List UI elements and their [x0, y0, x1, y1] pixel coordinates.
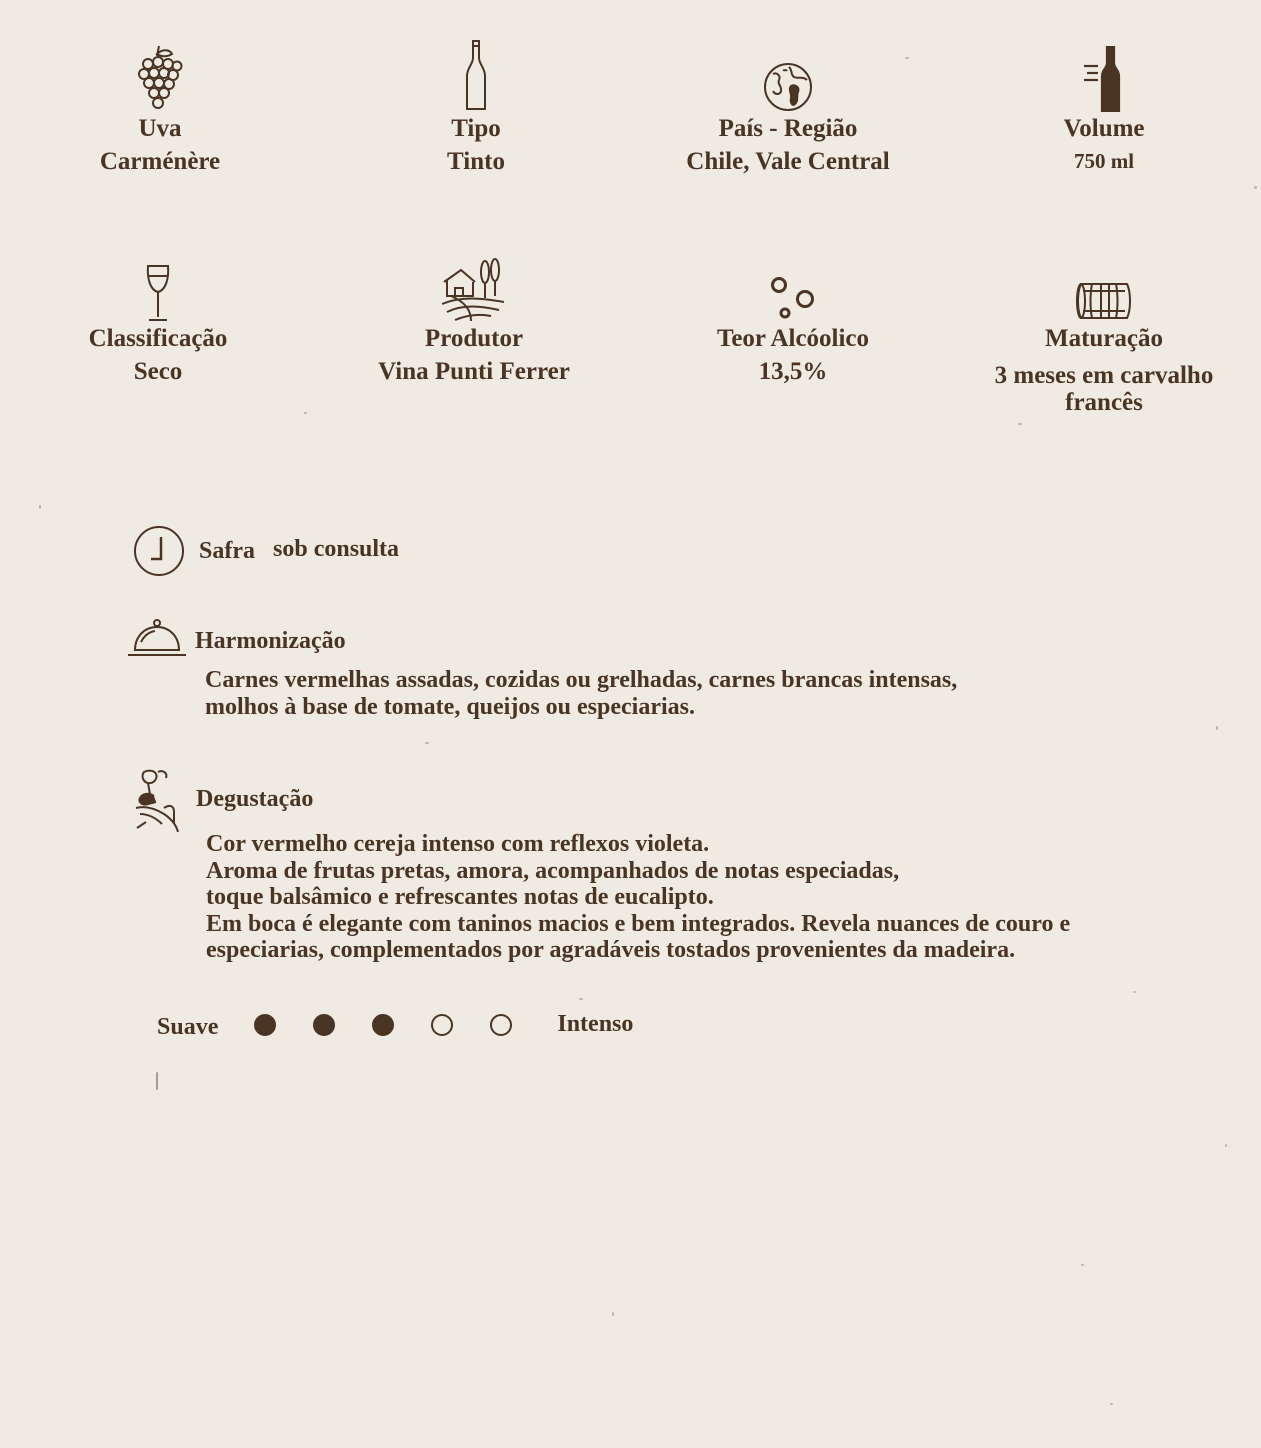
degustacao-line: Em boca é elegante com taninos macios e bem integrados. Revela nuances de couro e — [206, 910, 1071, 937]
degustacao-line: toque balsâmico e refrescantes notas de eucalipto. — [206, 884, 714, 910]
attribute-classificacao — [8, 250, 308, 385]
attribute-label: Produtor — [424, 325, 524, 352]
paper-speck — [39, 505, 41, 509]
attribute-label: Volume — [1063, 115, 1145, 142]
globe-icon — [638, 40, 938, 112]
attribute-pais-regiao — [638, 40, 938, 175]
attribute-label: Classificação — [88, 325, 228, 352]
degustacao-line: Aroma de frutas pretas, amora, acompanhados de notas especiadas, — [206, 857, 900, 884]
paper-speck — [304, 412, 307, 414]
degustacao-text — [206, 831, 1070, 964]
paper-speck — [1225, 1144, 1227, 1147]
attribute-value: Carménère — [99, 148, 221, 175]
attribute-value: 13,5% — [758, 358, 828, 385]
barrel-icon — [954, 250, 1254, 322]
safra-row — [133, 525, 399, 577]
paper-mark — [156, 1072, 158, 1090]
bubbles-icon — [643, 250, 943, 322]
attribute-label: País - Região — [718, 115, 858, 142]
intensity-dot-empty — [490, 1014, 512, 1036]
attribute-tipo — [326, 40, 626, 175]
attribute-label: Tipo — [451, 115, 501, 142]
attribute-uva — [10, 40, 310, 175]
attribute-value: Seco — [133, 358, 183, 385]
winery-icon — [324, 250, 624, 322]
safra-label: Safra — [199, 537, 255, 564]
intensity-dot-empty — [431, 1014, 453, 1036]
attribute-value: Vina Punti Ferrer — [378, 358, 570, 385]
degustacao-line: Cor vermelho cereja intenso com reflexos violeta. — [206, 831, 710, 857]
paper-speck — [1133, 991, 1136, 993]
harmonizacao-text — [205, 667, 957, 720]
intensity-dot-filled — [372, 1014, 394, 1036]
paper-speck — [579, 998, 583, 1000]
paper-speck — [1216, 726, 1218, 730]
attribute-teor-alcoolico — [643, 250, 943, 385]
clock-icon — [133, 525, 185, 577]
paper-speck — [1018, 423, 1022, 425]
harmonizacao-line: molhos à base de tomate, queijos ou especiarias. — [205, 693, 695, 720]
degustacao-header — [134, 768, 313, 834]
attribute-label: Teor Alcóolico — [716, 325, 870, 352]
paper-speck — [1081, 1264, 1084, 1266]
intensity-max-label: Intenso — [557, 1011, 634, 1037]
bottle-volume-icon — [954, 40, 1254, 112]
paper-speck — [612, 1312, 614, 1316]
attribute-label: Maturação — [1044, 325, 1164, 352]
attribute-produtor — [324, 250, 624, 385]
attribute-value: 750 ml — [1073, 149, 1135, 173]
wine-glass-icon — [8, 250, 308, 322]
harmonizacao-header — [127, 618, 346, 658]
attribute-value-line-2: francês — [1065, 389, 1143, 416]
harmonizacao-title: Harmonização — [195, 627, 346, 654]
bottle-outline-icon — [326, 40, 626, 112]
cloche-icon — [127, 618, 187, 658]
attribute-value: Tinto — [447, 148, 505, 175]
paper-speck — [1110, 1403, 1113, 1405]
intensity-dot-filled — [313, 1014, 335, 1036]
intensity-dots — [254, 1014, 512, 1036]
intensity-scale — [157, 1008, 633, 1041]
degustacao-title: Degustação — [196, 785, 314, 812]
attribute-value: Chile, Vale Central — [686, 148, 890, 175]
tasting-hand-icon — [134, 768, 182, 834]
safra-value: sob consulta — [273, 535, 400, 562]
paper-speck — [425, 742, 429, 744]
attribute-value-line-1: 3 meses em carvalho — [994, 362, 1214, 389]
grape-icon — [10, 40, 310, 112]
intensity-min-label: Suave — [157, 1014, 219, 1040]
harmonizacao-line: Carnes vermelhas assadas, cozidas ou grelhadas, carnes brancas intensas, — [205, 667, 958, 693]
degustacao-line: especiarias, complementados por agradáveis tostados provenientes da madeira. — [206, 937, 1016, 963]
intensity-dot-filled — [254, 1014, 276, 1036]
paper-speck — [1254, 186, 1257, 189]
attribute-maturacao — [954, 250, 1254, 416]
attribute-label: Uva — [138, 115, 182, 142]
attribute-volume — [954, 40, 1254, 175]
